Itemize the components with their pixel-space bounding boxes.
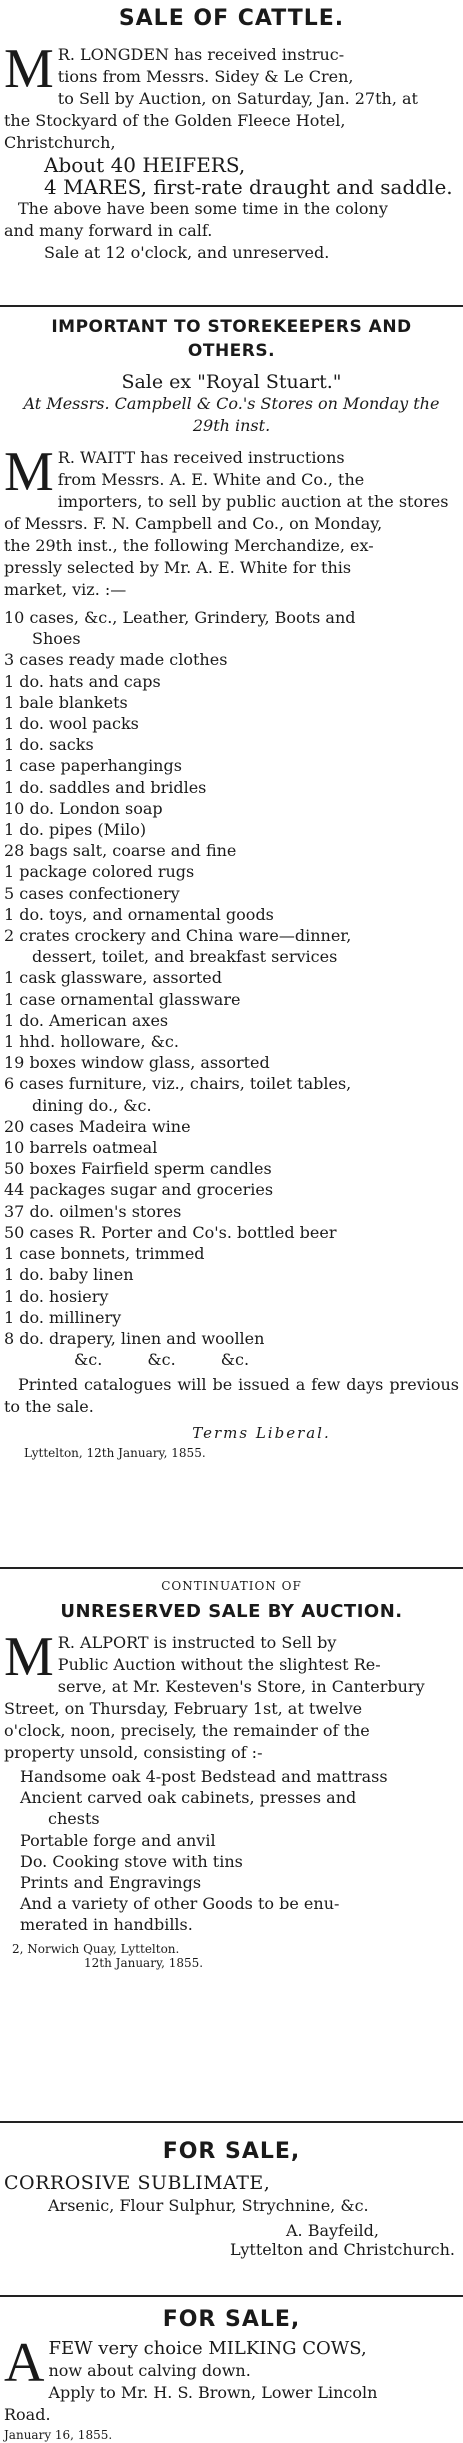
ad-text: Public Auction without the slightest Re- — [57, 1655, 381, 1674]
ad-text: R. ALPORT is instructed to Sell by — [57, 1633, 337, 1652]
list-item: 1 case bonnets, trimmed — [4, 1244, 205, 1264]
ad-signature: Lyttelton and Christchurch. — [230, 2240, 455, 2259]
ad-text: pressly selected by Mr. A. E. White for this — [4, 558, 352, 577]
list-item: chests — [48, 1809, 100, 1829]
list-item: 20 cases Madeira wine — [4, 1116, 191, 1136]
ad-text: R. LONGDEN has received instruc- — [57, 45, 345, 64]
list-item: 5 cases confectionery — [4, 883, 180, 903]
ad-text: of Messrs. F. N. Campbell and Co., on Monday, — [4, 514, 383, 533]
ad-body — [4, 441, 459, 601]
ad-storekeepers — [4, 307, 459, 1567]
ad-signature: A. Bayfeild, — [285, 2221, 379, 2240]
list-item: 1 bale blankets — [4, 692, 128, 712]
list-item: 10 barrels oatmeal — [4, 1138, 158, 1158]
ad-corrosive-sublimate — [4, 2123, 459, 2295]
list-item: 1 do. pipes (Milo) — [4, 820, 147, 840]
list-item: dessert, toilet, and breakfast services — [32, 947, 338, 967]
list-item: 1 cask glassware, assorted — [4, 968, 222, 988]
list-item: 1 do. hats and caps — [4, 671, 161, 691]
property-list — [4, 1766, 459, 1936]
ad-text: Sale at 12 o'clock, and unreserved. — [44, 243, 330, 262]
ad-text: Street, on Thursday, February 1st, at twelve — [4, 1699, 363, 1718]
drop-cap: M — [4, 1626, 54, 1688]
ad-unreserved-auction — [4, 1569, 459, 2121]
ad-body — [4, 38, 459, 264]
ad-text: CORROSIVE SUBLIMATE, — [4, 2172, 271, 2194]
drop-cap: A — [4, 2332, 45, 2394]
ad-text: Road. — [4, 2405, 51, 2424]
ad-text: the Stockyard of the Golden Fleece Hotel, — [4, 111, 346, 130]
list-item: 28 bags salt, coarse and fine — [4, 841, 237, 861]
ad-date: Lyttelton, 12th January, 1855. — [24, 1446, 206, 1461]
list-item: 1 do. saddles and bridles — [4, 777, 207, 797]
ad-text: from Messrs. A. E. White and Co., the — [57, 470, 365, 489]
list-item: dining do., &c. — [32, 1095, 152, 1115]
ad-text: market, viz. :— — [4, 580, 127, 599]
list-item: 8 do. drapery, linen and woollen — [4, 1328, 265, 1348]
ad-text: Printed catalogues will be issued a few days previous to the sale. — [4, 1375, 459, 1417]
list-item: 1 do. toys, and ornamental goods — [4, 904, 274, 924]
list-item: And a variety of other Goods to be enu- — [20, 1894, 340, 1914]
ad-subtitle: Sale ex "Royal Stuart." — [121, 371, 342, 393]
list-item: 10 cases, &c., Leather, Grindery, Boots and — [4, 608, 356, 627]
ad-title: SALE OF CATTLE. — [118, 6, 345, 31]
ad-body — [4, 1626, 459, 1764]
ad-title: IMPORTANT TO STOREKEEPERS AND OTHERS. — [51, 317, 412, 361]
drop-cap: M — [4, 38, 54, 100]
ad-item: 4 MARES, first-rate draught and saddle. — [44, 175, 453, 199]
list-item: &c. &c. &c. — [74, 1350, 250, 1370]
ad-text: tions from Messrs. Sidey & Le Cren, — [57, 67, 354, 86]
list-item: Shoes — [32, 629, 81, 649]
list-item: 1 do. baby linen — [4, 1265, 134, 1285]
ad-text: FEW very choice MILKING COWS, — [48, 2338, 367, 2359]
ad-title: FOR SALE, — [162, 2307, 301, 2332]
ad-address: 2, Norwich Quay, Lyttelton. — [12, 1941, 180, 1956]
ad-text: and many forward in calf. — [4, 221, 213, 240]
ad-title: FOR SALE, — [162, 2139, 301, 2164]
list-item: 1 do. millinery — [4, 1307, 122, 1327]
drop-cap: M — [4, 441, 54, 503]
list-item: Handsome oak 4-post Bedstead and mattrass — [20, 1767, 388, 1786]
ad-sale-of-cattle — [4, 0, 459, 305]
ad-text: now about calving down. — [48, 2361, 251, 2380]
ad-text: importers, to sell by public auction at the stores — [57, 492, 449, 511]
list-item: 3 cases ready made clothes — [4, 650, 228, 670]
ad-text: Christchurch, — [4, 133, 116, 152]
ad-text: R. WAITT has received instructions — [57, 448, 345, 467]
list-item: 1 do. sacks — [4, 735, 94, 755]
list-item: 2 crates crockery and China ware—dinner, — [4, 926, 352, 946]
terms: Terms Liberal. — [192, 1424, 331, 1443]
ad-text: The above have been some time in the colony — [18, 199, 388, 218]
list-item: Prints and Engravings — [20, 1873, 202, 1893]
ad-text: the 29th inst., the following Merchandize, ex- — [4, 536, 374, 555]
list-item: 44 packages sugar and groceries — [4, 1180, 274, 1200]
ad-body — [4, 2332, 459, 2426]
list-item: 1 case paperhangings — [4, 756, 182, 776]
ad-date: 12th January, 1855. — [84, 1955, 204, 1970]
ad-title: UNRESERVED SALE BY AUCTION. — [60, 1601, 403, 1622]
ad-subtitle: At Messrs. Campbell & Co.'s Stores on Monday the 29th inst. — [23, 394, 440, 435]
ad-text: Arsenic, Flour Sulphur, Strychnine, &c. — [48, 2196, 369, 2215]
ad-text: Apply to Mr. H. S. Brown, Lower Lincoln — [48, 2383, 378, 2402]
ad-text: to Sell by Auction, on Saturday, Jan. 27th, at — [57, 89, 418, 108]
list-item: Ancient carved oak cabinets, presses and — [20, 1788, 357, 1808]
list-item: 1 package colored rugs — [4, 862, 195, 882]
list-item: merated in handbills. — [20, 1915, 193, 1935]
list-item: 50 boxes Fairfield sperm candles — [4, 1159, 272, 1179]
list-item: 37 do. oilmen's stores — [4, 1201, 182, 1221]
list-item: Do. Cooking stove with tins — [20, 1851, 243, 1871]
ad-text: serve, at Mr. Kesteven's Store, in Canterbury — [57, 1677, 425, 1696]
ad-date: January 16, 1855. — [4, 2428, 113, 2442]
list-item: 10 do. London soap — [4, 798, 163, 818]
list-item: 1 do. wool packs — [4, 714, 139, 734]
ad-pretitle: CONTINUATION OF — [161, 1579, 302, 1593]
list-item: 19 boxes window glass, assorted — [4, 1053, 270, 1073]
list-item: 6 cases furniture, viz., chairs, toilet tables, — [4, 1074, 352, 1094]
ad-text: o'clock, noon, precisely, the remainder of the — [4, 1721, 370, 1740]
list-item: 1 hhd. holloware, &c. — [4, 1032, 179, 1052]
ad-item: About 40 HEIFERS, — [44, 153, 246, 177]
list-item: 1 do. American axes — [4, 1010, 169, 1030]
list-item: Portable forge and anvil — [20, 1830, 216, 1850]
ad-milking-cows — [4, 2297, 459, 2443]
merchandise-list — [4, 607, 459, 1370]
list-item: 1 case ornamental glassware — [4, 989, 241, 1009]
list-item: 50 cases R. Porter and Co's. bottled beer — [4, 1222, 337, 1242]
list-item: 1 do. hosiery — [4, 1286, 109, 1306]
ad-text: property unsold, consisting of :- — [4, 1743, 263, 1762]
